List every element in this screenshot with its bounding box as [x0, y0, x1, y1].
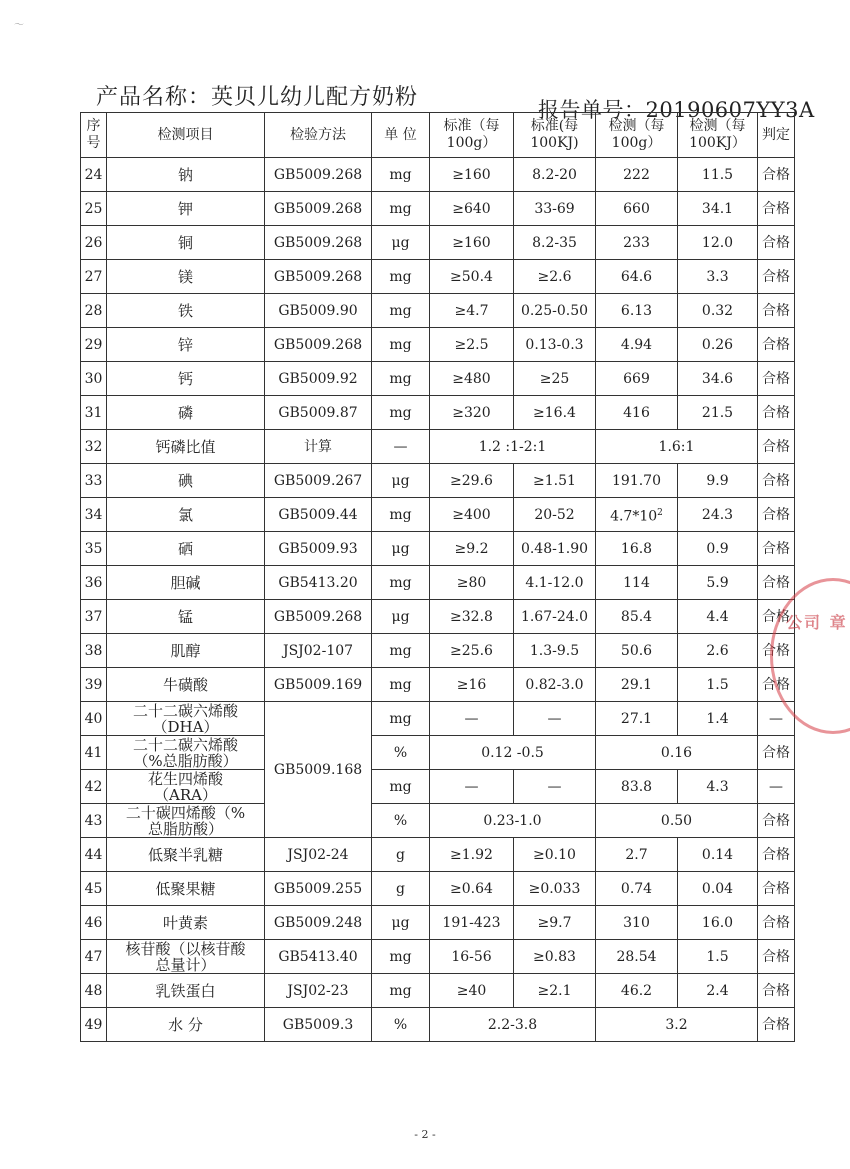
test-method: GB5009.92	[265, 362, 372, 396]
detected-per-100kj: 11.5	[678, 158, 758, 192]
table-row	[81, 668, 795, 702]
verdict: 合格	[758, 906, 795, 940]
detected-per-100kj: 1.5	[678, 668, 758, 702]
unit: mg	[372, 396, 430, 430]
standard-per-100g: ≥50.4	[430, 260, 514, 294]
test-method: GB5009.44	[265, 498, 372, 532]
table-row	[81, 566, 795, 600]
row-number: 41	[81, 736, 107, 770]
unit: μg	[372, 600, 430, 634]
standard-per-100g: ≥320	[430, 396, 514, 430]
unit: mg	[372, 192, 430, 226]
standard-per-100g: —	[430, 770, 514, 804]
standard-per-100kj: ≥2.6	[514, 260, 596, 294]
test-item: 磷	[107, 396, 265, 430]
row-number: 32	[81, 430, 107, 464]
test-method: GB5009.268	[265, 260, 372, 294]
row-number: 38	[81, 634, 107, 668]
test-item: 氯	[107, 498, 265, 532]
row-number: 39	[81, 668, 107, 702]
row-number: 35	[81, 532, 107, 566]
table-row	[81, 736, 795, 770]
verdict: 合格	[758, 498, 795, 532]
detected-per-100kj: 0.26	[678, 328, 758, 362]
table-row	[81, 464, 795, 498]
unit: %	[372, 736, 430, 770]
standard-per-100kj: 20-52	[514, 498, 596, 532]
table-row	[81, 294, 795, 328]
row-number: 25	[81, 192, 107, 226]
standard-per-100kj: 8.2-35	[514, 226, 596, 260]
col-header: 标准(每100KJ)	[514, 113, 596, 158]
unit: mg	[372, 294, 430, 328]
standard-per-100kj: ≥2.1	[514, 974, 596, 1008]
standard-per-100g: ≥29.6	[430, 464, 514, 498]
standard-per-100kj: ≥0.10	[514, 838, 596, 872]
standard-per-100g: ≥1.92	[430, 838, 514, 872]
verdict: 合格	[758, 260, 795, 294]
table-row	[81, 396, 795, 430]
verdict: 合格	[758, 158, 795, 192]
unit: mg	[372, 566, 430, 600]
detected-per-100g: 28.54	[596, 940, 678, 974]
row-number: 29	[81, 328, 107, 362]
test-method: JSJ02-23	[265, 974, 372, 1008]
test-item: 铁	[107, 294, 265, 328]
verdict: 合格	[758, 940, 795, 974]
table-row	[81, 158, 795, 192]
standard-per-100g: ≥25.6	[430, 634, 514, 668]
test-item: 胆碱	[107, 566, 265, 600]
detected-per-100kj: 0.04	[678, 872, 758, 906]
detected-per-100kj: 5.9	[678, 566, 758, 600]
detected-per-100kj: 0.9	[678, 532, 758, 566]
row-number: 26	[81, 226, 107, 260]
detected-per-100g: 4.94	[596, 328, 678, 362]
detected-per-100g: 191.70	[596, 464, 678, 498]
scan-mark: 〜	[14, 20, 24, 31]
table-row	[81, 804, 795, 838]
col-header: 检测（每100KJ）	[678, 113, 758, 158]
test-item	[107, 702, 265, 736]
detected-per-100kj: 12.0	[678, 226, 758, 260]
test-method: 计算	[265, 430, 372, 464]
detected-per-100kj: 2.4	[678, 974, 758, 1008]
unit: %	[372, 804, 430, 838]
test-method: GB5009.267	[265, 464, 372, 498]
row-number: 49	[81, 1008, 107, 1042]
red-seal-text: 公司 章	[786, 613, 848, 632]
item-name-line1: 二十二碳六烯酸	[132, 701, 238, 720]
standard-per-100g: ≥480	[430, 362, 514, 396]
verdict: —	[758, 702, 795, 736]
detected-per-100g: 6.13	[596, 294, 678, 328]
table-row	[81, 226, 795, 260]
test-method: GB5009.268	[265, 192, 372, 226]
unit: μg	[372, 906, 430, 940]
detected-per-100kj: 21.5	[678, 396, 758, 430]
standard-per-100kj: 0.25-0.50	[514, 294, 596, 328]
detected-per-100g: 222	[596, 158, 678, 192]
test-item: 钙	[107, 362, 265, 396]
verdict: 合格	[758, 192, 795, 226]
test-item: 牛磺酸	[107, 668, 265, 702]
row-number: 36	[81, 566, 107, 600]
col-header: 单 位	[372, 113, 430, 158]
unit: mg	[372, 498, 430, 532]
table-row	[81, 1008, 795, 1042]
standard-per-100g: —	[430, 702, 514, 736]
table-row	[81, 532, 795, 566]
item-name-line1: 二十碳四烯酸（%	[125, 803, 246, 822]
detected-per-100g: 46.2	[596, 974, 678, 1008]
unit: mg	[372, 158, 430, 192]
verdict: 合格	[758, 634, 795, 668]
detected-per-100g: 233	[596, 226, 678, 260]
unit: mg	[372, 702, 430, 736]
item-name-line2: （ARA）	[154, 785, 217, 804]
col-header: 检验方法	[265, 113, 372, 158]
detected-value: 3.2	[596, 1008, 758, 1042]
row-number: 43	[81, 804, 107, 838]
standard-per-100kj: 33-69	[514, 192, 596, 226]
test-method: GB5009.248	[265, 906, 372, 940]
test-method: GB5009.169	[265, 668, 372, 702]
test-item	[107, 770, 265, 804]
test-method: GB5009.255	[265, 872, 372, 906]
item-name-line1: 核苷酸（以核苷酸	[125, 939, 246, 958]
verdict: 合格	[758, 328, 795, 362]
detected-per-100kj: 34.6	[678, 362, 758, 396]
standard-per-100kj: 0.82-3.0	[514, 668, 596, 702]
row-number: 48	[81, 974, 107, 1008]
standard-per-100g: ≥16	[430, 668, 514, 702]
verdict: 合格	[758, 974, 795, 1008]
standard-per-100g: ≥80	[430, 566, 514, 600]
standard-per-100g: 16-56	[430, 940, 514, 974]
detected-per-100g: 50.6	[596, 634, 678, 668]
standard-per-100kj: ≥1.51	[514, 464, 596, 498]
test-item: 低聚半乳糖	[107, 838, 265, 872]
test-item: 水 分	[107, 1008, 265, 1042]
detected-per-100g: 416	[596, 396, 678, 430]
verdict: 合格	[758, 668, 795, 702]
test-item: 锌	[107, 328, 265, 362]
row-number: 28	[81, 294, 107, 328]
table-row	[81, 260, 795, 294]
standard-per-100kj: ≥25	[514, 362, 596, 396]
standard-per-100g: ≥400	[430, 498, 514, 532]
table-body	[81, 113, 795, 1042]
unit: mg	[372, 940, 430, 974]
test-method: GB5009.268	[265, 328, 372, 362]
detected-per-100g: 660	[596, 192, 678, 226]
unit: g	[372, 838, 430, 872]
detected-per-100kj: 16.0	[678, 906, 758, 940]
standard-per-100kj: 1.3-9.5	[514, 634, 596, 668]
test-method: GB5413.40	[265, 940, 372, 974]
verdict: 合格	[758, 600, 795, 634]
verdict: 合格	[758, 838, 795, 872]
test-item: 碘	[107, 464, 265, 498]
verdict: 合格	[758, 294, 795, 328]
unit: g	[372, 872, 430, 906]
detected-per-100g: 27.1	[596, 702, 678, 736]
detected-value: 0.16	[596, 736, 758, 770]
standard-per-100kj: ≥0.83	[514, 940, 596, 974]
unit: mg	[372, 668, 430, 702]
test-method: GB5009.268	[265, 158, 372, 192]
standard-range: 1.2 :1-2:1	[430, 430, 596, 464]
detected-per-100g: 114	[596, 566, 678, 600]
table-row	[81, 838, 795, 872]
verdict: 合格	[758, 396, 795, 430]
detected-per-100kj: 1.5	[678, 940, 758, 974]
col-header: 判定	[758, 113, 795, 158]
detected-per-100g: 0.74	[596, 872, 678, 906]
table-row	[81, 906, 795, 940]
standard-per-100kj: —	[514, 702, 596, 736]
verdict: 合格	[758, 804, 795, 838]
row-number: 33	[81, 464, 107, 498]
verdict: 合格	[758, 226, 795, 260]
detected-per-100kj: 1.4	[678, 702, 758, 736]
test-method: GB5009.268	[265, 600, 372, 634]
test-item: 低聚果糖	[107, 872, 265, 906]
verdict: 合格	[758, 532, 795, 566]
row-number: 24	[81, 158, 107, 192]
test-item: 肌醇	[107, 634, 265, 668]
detected-per-100g: 669	[596, 362, 678, 396]
standard-per-100g: ≥9.2	[430, 532, 514, 566]
row-number: 27	[81, 260, 107, 294]
unit: mg	[372, 974, 430, 1008]
test-item: 锰	[107, 600, 265, 634]
standard-per-100g: ≥32.8	[430, 600, 514, 634]
standard-range: 2.2-3.8	[430, 1008, 596, 1042]
test-method: GB5009.90	[265, 294, 372, 328]
row-number: 45	[81, 872, 107, 906]
test-results-table	[80, 112, 795, 1042]
standard-per-100g: 191-423	[430, 906, 514, 940]
test-method: GB5009.3	[265, 1008, 372, 1042]
table-row	[81, 634, 795, 668]
item-name-line2: （DHA）	[152, 717, 219, 736]
standard-per-100kj: —	[514, 770, 596, 804]
detected-per-100g: 16.8	[596, 532, 678, 566]
table-row	[81, 362, 795, 396]
row-number: 42	[81, 770, 107, 804]
table-row	[81, 872, 795, 906]
unit: mg	[372, 328, 430, 362]
unit: μg	[372, 532, 430, 566]
col-header: 标准（每100g）	[430, 113, 514, 158]
standard-per-100kj: 4.1-12.0	[514, 566, 596, 600]
unit: μg	[372, 226, 430, 260]
detected-per-100g: 29.1	[596, 668, 678, 702]
standard-per-100kj: 0.13-0.3	[514, 328, 596, 362]
table-row	[81, 600, 795, 634]
test-item: 叶黄素	[107, 906, 265, 940]
detected-per-100kj: 4.4	[678, 600, 758, 634]
verdict: 合格	[758, 736, 795, 770]
standard-per-100kj: 0.48-1.90	[514, 532, 596, 566]
standard-per-100kj: 1.67-24.0	[514, 600, 596, 634]
item-name-line2: 总脂肪酸）	[147, 819, 223, 838]
detected-per-100kj: 0.32	[678, 294, 758, 328]
verdict: 合格	[758, 566, 795, 600]
standard-range: 0.12 -0.5	[430, 736, 596, 770]
standard-per-100g: ≥0.64	[430, 872, 514, 906]
detected-per-100kj: 4.3	[678, 770, 758, 804]
detected-per-100kj: 9.9	[678, 464, 758, 498]
verdict: 合格	[758, 362, 795, 396]
standard-per-100g: ≥160	[430, 226, 514, 260]
test-item: 钙磷比值	[107, 430, 265, 464]
item-name-line1: 花生四烯酸	[147, 769, 223, 788]
detected-per-100g	[596, 498, 678, 532]
test-item: 乳铁蛋白	[107, 974, 265, 1008]
detected-value: 1.6:1	[596, 430, 758, 464]
standard-range: 0.23-1.0	[430, 804, 596, 838]
test-item: 钾	[107, 192, 265, 226]
table-row	[81, 498, 795, 532]
standard-per-100kj: ≥16.4	[514, 396, 596, 430]
row-number: 34	[81, 498, 107, 532]
detected-per-100g: 85.4	[596, 600, 678, 634]
table-row	[81, 430, 795, 464]
detected-mantissa: 4.7*10	[610, 508, 658, 525]
col-header: 检测项目	[107, 113, 265, 158]
col-header: 序号	[81, 113, 107, 158]
test-method: GB5413.20	[265, 566, 372, 600]
report-number: 报告单号：20190607YY3A	[538, 98, 815, 122]
detected-per-100kj: 0.14	[678, 838, 758, 872]
test-method: JSJ02-24	[265, 838, 372, 872]
detected-per-100kj: 34.1	[678, 192, 758, 226]
test-method: GB5009.93	[265, 532, 372, 566]
test-item	[107, 804, 265, 838]
item-name-line2: 总量计）	[155, 955, 216, 974]
row-number: 47	[81, 940, 107, 974]
unit: %	[372, 1008, 430, 1042]
item-name-line1: 二十二碳六烯酸	[132, 735, 238, 754]
detected-per-100g: 83.8	[596, 770, 678, 804]
table-row	[81, 328, 795, 362]
table-row	[81, 770, 795, 804]
test-method: JSJ02-107	[265, 634, 372, 668]
test-item: 钠	[107, 158, 265, 192]
test-method: GB5009.268	[265, 226, 372, 260]
test-item	[107, 940, 265, 974]
unit: mg	[372, 634, 430, 668]
row-number: 40	[81, 702, 107, 736]
row-number: 37	[81, 600, 107, 634]
test-item	[107, 736, 265, 770]
page-number: - 2 -	[414, 1128, 436, 1141]
product-name: 产品名称：英贝儿幼儿配方奶粉	[96, 85, 419, 110]
row-number: 30	[81, 362, 107, 396]
unit: mg	[372, 260, 430, 294]
col-header: 检测（每100g）	[596, 113, 678, 158]
standard-per-100kj: 8.2-20	[514, 158, 596, 192]
verdict: 合格	[758, 1008, 795, 1042]
verdict: 合格	[758, 464, 795, 498]
standard-per-100kj: ≥9.7	[514, 906, 596, 940]
row-number: 31	[81, 396, 107, 430]
unit: —	[372, 430, 430, 464]
standard-per-100g: ≥4.7	[430, 294, 514, 328]
detected-per-100g: 310	[596, 906, 678, 940]
standard-per-100kj: ≥0.033	[514, 872, 596, 906]
test-item: 铜	[107, 226, 265, 260]
test-item: 镁	[107, 260, 265, 294]
verdict: —	[758, 770, 795, 804]
table-row	[81, 940, 795, 974]
item-name-line2: （%总脂肪酸）	[133, 751, 238, 770]
detected-per-100kj: 3.3	[678, 260, 758, 294]
test-item: 硒	[107, 532, 265, 566]
verdict: 合格	[758, 872, 795, 906]
test-method: GB5009.168	[265, 702, 372, 838]
standard-per-100g: ≥640	[430, 192, 514, 226]
detected-per-100g: 64.6	[596, 260, 678, 294]
standard-per-100g: ≥160	[430, 158, 514, 192]
standard-per-100g: ≥2.5	[430, 328, 514, 362]
detected-per-100kj: 2.6	[678, 634, 758, 668]
detected-per-100kj: 24.3	[678, 498, 758, 532]
unit: mg	[372, 362, 430, 396]
detected-value: 0.50	[596, 804, 758, 838]
table-row	[81, 192, 795, 226]
row-number: 44	[81, 838, 107, 872]
unit: μg	[372, 464, 430, 498]
table-row	[81, 702, 795, 736]
test-method: GB5009.87	[265, 396, 372, 430]
table-row	[81, 974, 795, 1008]
row-number: 46	[81, 906, 107, 940]
detected-per-100g: 2.7	[596, 838, 678, 872]
unit: mg	[372, 770, 430, 804]
detected-exponent: 2	[657, 507, 663, 518]
verdict: 合格	[758, 430, 795, 464]
standard-per-100g: ≥40	[430, 974, 514, 1008]
table-header-row	[81, 113, 795, 158]
